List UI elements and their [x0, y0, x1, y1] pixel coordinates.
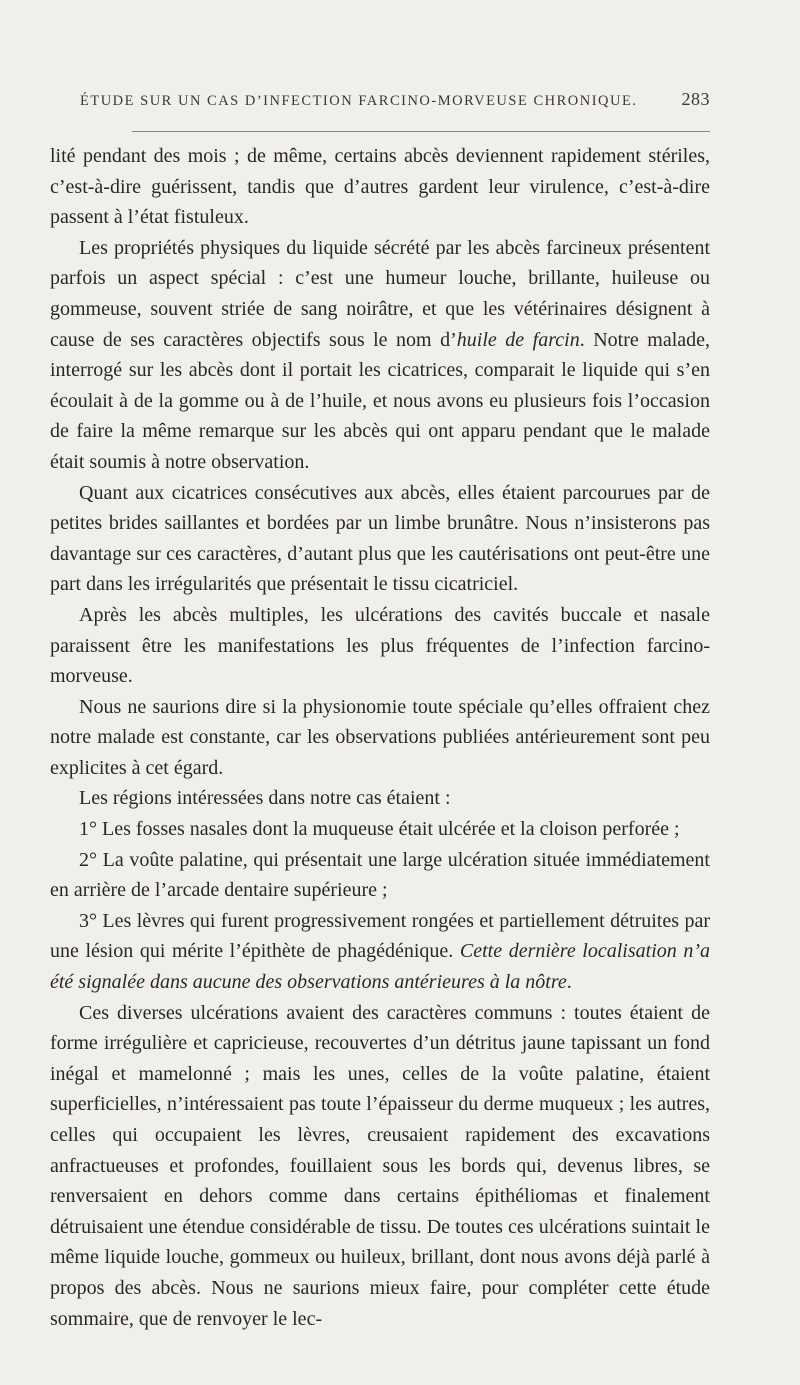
paragraph-text: . Notre malade, interrogé sur les abcès dont il portait les cicatrices, comparait le liquide qui s’en écoulait à de la gomme ou à de l’huile, et nous avons eu plusieurs fois l’occasion de faire la même remarque sur les abcès qui ont apparu pendant que le malade était soumis à notre observation.	[50, 328, 711, 473]
paragraph-text: lité pendant des mois ; de même, certains abcès deviennent rapidement stériles, c’est-à-dire guérissent, tandis que d’autres gardent leur virulence, c’est-à-dire passent à l’état fistuleux.	[50, 145, 710, 229]
running-title: ÉTUDE SUR UN CAS D’INFECTION FARCINO-MORVEUSE CHRONIQUE.	[80, 93, 638, 109]
paragraph-text: Ces diverses ulcérations avaient des caractères communs : toutes étaient de forme irrégulière et capricieuse, recouvertes d’un détritus jaune tapissant un fond inégal et mamelonné ; mais les unes, celles de la voûte palatine, étaient superficielles, n’intéressaient pas toute l’épaisseur du derme muqueux ; les autres, celles qui occupaient les lèvres, creusaient rapidement des excavations anfractueuses et profondes, fouillaient sous les bords qui, devenus libres, se renversaient en dehors comme dans certains épithéliomas et finalement détruisaient une étendue considérable de tissu. De toutes ces ulcérations suintait le même liquide louche, gommeux ou huileux, brillant, dont nous avons déjà parlé à propos des abcès. Nous ne saurions mieux faire, pour compléter cette étude sommaire, que de renvoyer le lec-	[50, 1001, 710, 1330]
paragraph-text: .	[566, 971, 572, 994]
paragraph-text: Quant aux cicatrices consécutives aux abcès, elles étaient parcourues par de petites brides saillantes et bordées par un limbe brunâtre. Nous n’insisterons pas davantage sur ces caractères, d’autant plus que les cautérisations ont peut-être une part dans les irrégularités que présentait le tissu cicatriciel.	[50, 481, 710, 596]
paragraph-text: 2° La voûte palatine, qui présentait une large ulcération située immédiatement en arrière de l’arcade dentaire supérieure ;	[50, 848, 710, 902]
paragraph-text: Nous ne saurions dire si la physionomie toute spéciale qu’elles offraient chez notre malade est constante, car les observations publiées antérieurement sont peu explicites à cet égard.	[50, 695, 710, 779]
paragraph-text: Après les abcès multiples, les ulcérations des cavités buccale et nasale paraissent être les manifestations les plus fréquentes de l’infection farcino-morveuse.	[50, 603, 710, 688]
italic-sentence: Cette dernière localisation n’a été signalée dans aucune des observations antérieures à la nôtre	[50, 940, 711, 994]
page-number: 283	[681, 89, 710, 109]
list-item-nasal	[50, 814, 710, 845]
paragraph-scars	[50, 478, 710, 600]
list-item-palate	[50, 845, 710, 906]
paragraph-text: Les régions intéressées dans notre cas étaient :	[79, 787, 451, 810]
body-text	[50, 141, 710, 1334]
header-rule	[132, 131, 710, 132]
running-header	[80, 89, 710, 113]
paragraph-liquid-properties	[50, 233, 710, 478]
paragraph-common-characters	[50, 998, 710, 1335]
paragraph-physiognomy	[50, 692, 710, 784]
paragraph-text: 3° Les lèvres qui furent progressivement rongées et partiellement détruites par une lésion qui mérite l’épithète de phagédénique.	[50, 909, 710, 963]
paragraph-text: 1° Les fosses nasales dont la muqueuse était ulcérée et la cloison perforée ;	[79, 818, 680, 841]
paragraph-regions	[50, 783, 710, 814]
list-item-lips	[50, 906, 710, 998]
paragraph-continuation	[50, 141, 710, 233]
paragraph-ulcerations-intro	[50, 600, 710, 692]
paragraph-text: Les propriétés physiques du liquide sécrété par les abcès farcineux présentent parfois un aspect spécial : c’est une humeur louche, brillante, huileuse ou gommeuse, souvent striée de sang noirâtre, et que les vétérinaires désignent à cause de ses caractères objectifs sous le nom d’	[50, 236, 710, 351]
italic-term: huile de farcin	[456, 328, 580, 351]
